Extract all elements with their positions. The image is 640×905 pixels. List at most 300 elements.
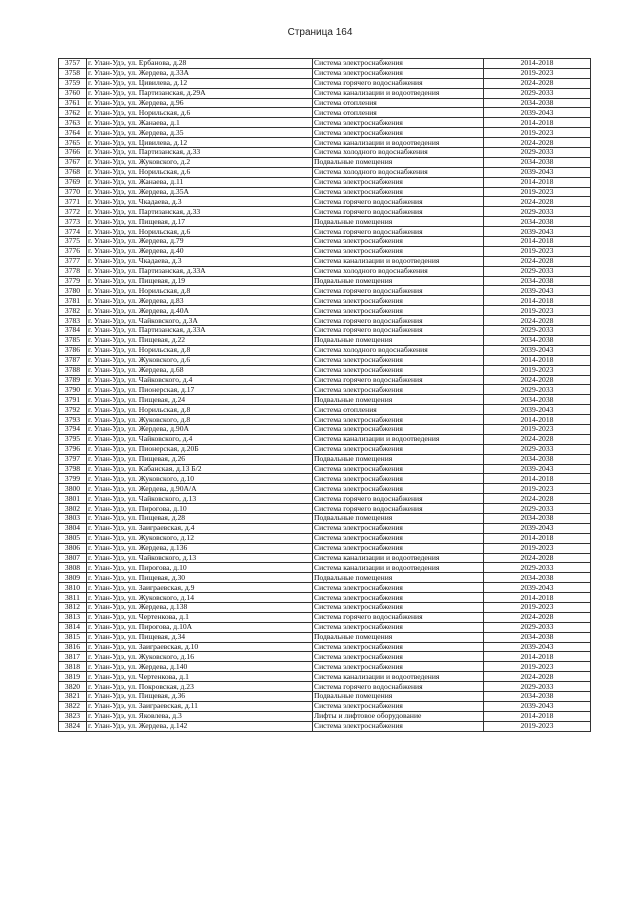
address-cell: г. Улан-Удэ, ул. Партизанская, д.33 xyxy=(87,148,313,158)
period-cell: 2029-2033 xyxy=(484,504,591,514)
row-number: 3819 xyxy=(59,672,87,682)
row-number: 3775 xyxy=(59,237,87,247)
period-cell: 2034-2038 xyxy=(484,454,591,464)
period-cell: 2039-2043 xyxy=(484,405,591,415)
row-number: 3797 xyxy=(59,454,87,464)
row-number: 3763 xyxy=(59,118,87,128)
period-cell: 2019-2023 xyxy=(484,306,591,316)
row-number: 3805 xyxy=(59,533,87,543)
address-cell: г. Улан-Удэ, ул. Жуковского, д.8 xyxy=(87,415,313,425)
system-cell: Подвальные помещения xyxy=(313,157,484,167)
table-row xyxy=(59,662,591,672)
address-cell: г. Улан-Удэ, ул. Жердева, д.79 xyxy=(87,237,313,247)
period-cell: 2019-2023 xyxy=(484,721,591,731)
system-cell: Система холодного водоснабжения xyxy=(313,266,484,276)
table-row xyxy=(59,563,591,573)
system-cell: Система электроснабжения xyxy=(313,533,484,543)
address-cell: г. Улан-Удэ, ул. Пирогова, д.10 xyxy=(87,563,313,573)
address-cell: г. Улан-Удэ, ул. Норильская, д.8 xyxy=(87,345,313,355)
system-cell: Система электроснабжения xyxy=(313,593,484,603)
table-row xyxy=(59,474,591,484)
address-cell: г. Улан-Удэ, ул. Чайковского, д.3А xyxy=(87,316,313,326)
row-number: 3814 xyxy=(59,622,87,632)
address-cell: г. Улан-Удэ, ул. Пищевая, д.17 xyxy=(87,217,313,227)
period-cell: 2034-2038 xyxy=(484,395,591,405)
address-cell: г. Улан-Удэ, ул. Заиграевская, д.11 xyxy=(87,701,313,711)
system-cell: Система электроснабжения xyxy=(313,177,484,187)
system-cell: Система горячего водоснабжения xyxy=(313,197,484,207)
address-cell: г. Улан-Удэ, ул. Партизанская, д.33 xyxy=(87,207,313,217)
address-cell: г. Улан-Удэ, ул. Пищевая, д.36 xyxy=(87,692,313,702)
table-row xyxy=(59,711,591,721)
address-cell: г. Улан-Удэ, ул. Жуковского, д.12 xyxy=(87,533,313,543)
period-cell: 2034-2038 xyxy=(484,513,591,523)
row-number: 3782 xyxy=(59,306,87,316)
table-row xyxy=(59,583,591,593)
system-cell: Система электроснабжения xyxy=(313,415,484,425)
table-row xyxy=(59,424,591,434)
period-cell: 2029-2033 xyxy=(484,207,591,217)
table-row xyxy=(59,513,591,523)
row-number: 3824 xyxy=(59,721,87,731)
row-number: 3807 xyxy=(59,553,87,563)
system-cell: Подвальные помещения xyxy=(313,217,484,227)
row-number: 3772 xyxy=(59,207,87,217)
address-cell: г. Улан-Удэ, ул. Пионерская, д.20Б xyxy=(87,444,313,454)
system-cell: Система холодного водоснабжения xyxy=(313,148,484,158)
row-number: 3758 xyxy=(59,68,87,78)
table-row xyxy=(59,494,591,504)
system-cell: Система отопления xyxy=(313,405,484,415)
system-cell: Система электроснабжения xyxy=(313,484,484,494)
address-cell: г. Улан-Удэ, ул. Заиграевская, д.4 xyxy=(87,523,313,533)
table-row xyxy=(59,256,591,266)
system-cell: Система канализации и водоотведения xyxy=(313,256,484,266)
period-cell: 2019-2023 xyxy=(484,543,591,553)
period-cell: 2029-2033 xyxy=(484,444,591,454)
row-number: 3757 xyxy=(59,59,87,69)
address-cell: г. Улан-Удэ, ул. Жердева, д.142 xyxy=(87,721,313,731)
row-number: 3811 xyxy=(59,593,87,603)
period-cell: 2039-2043 xyxy=(484,583,591,593)
system-cell: Система холодного водоснабжения xyxy=(313,345,484,355)
address-cell: г. Улан-Удэ, ул. Жанаева, д.11 xyxy=(87,177,313,187)
row-number: 3817 xyxy=(59,652,87,662)
period-cell: 2019-2023 xyxy=(484,484,591,494)
period-cell: 2014-2018 xyxy=(484,533,591,543)
period-cell: 2029-2033 xyxy=(484,385,591,395)
address-cell: г. Улан-Удэ, ул. Жердева, д.35 xyxy=(87,128,313,138)
system-cell: Подвальные помещения xyxy=(313,573,484,583)
row-number: 3813 xyxy=(59,612,87,622)
period-cell: 2014-2018 xyxy=(484,652,591,662)
address-cell: г. Улан-Удэ, ул. Чайковского, д.4 xyxy=(87,375,313,385)
period-cell: 2019-2023 xyxy=(484,187,591,197)
period-cell: 2039-2043 xyxy=(484,286,591,296)
address-cell: г. Улан-Удэ, ул. Пищевая, д.28 xyxy=(87,513,313,523)
row-number: 3815 xyxy=(59,632,87,642)
period-cell: 2034-2038 xyxy=(484,632,591,642)
address-cell: г. Улан-Удэ, ул. Цивилева, д.12 xyxy=(87,138,313,148)
period-cell: 2024-2028 xyxy=(484,78,591,88)
period-cell: 2014-2018 xyxy=(484,177,591,187)
system-cell: Система электроснабжения xyxy=(313,474,484,484)
period-cell: 2019-2023 xyxy=(484,662,591,672)
row-number: 3803 xyxy=(59,513,87,523)
period-cell: 2029-2033 xyxy=(484,266,591,276)
period-cell: 2024-2028 xyxy=(484,612,591,622)
row-number: 3796 xyxy=(59,444,87,454)
address-cell: г. Улан-Удэ, ул. Жердева, д.90А/А xyxy=(87,484,313,494)
table-row xyxy=(59,355,591,365)
table-row xyxy=(59,484,591,494)
system-cell: Система электроснабжения xyxy=(313,118,484,128)
table-row xyxy=(59,316,591,326)
address-cell: г. Улан-Удэ, ул. Жердева, д.40 xyxy=(87,246,313,256)
period-cell: 2019-2023 xyxy=(484,602,591,612)
system-cell: Система электроснабжения xyxy=(313,662,484,672)
table-row xyxy=(59,68,591,78)
system-cell: Подвальные помещения xyxy=(313,276,484,286)
system-cell: Система горячего водоснабжения xyxy=(313,78,484,88)
row-number: 3759 xyxy=(59,78,87,88)
row-number: 3786 xyxy=(59,345,87,355)
system-cell: Система электроснабжения xyxy=(313,355,484,365)
address-cell: г. Улан-Удэ, ул. Жердева, д.68 xyxy=(87,365,313,375)
row-number: 3762 xyxy=(59,108,87,118)
system-cell: Система электроснабжения xyxy=(313,701,484,711)
row-number: 3784 xyxy=(59,326,87,336)
system-cell: Система горячего водоснабжения xyxy=(313,612,484,622)
table-row xyxy=(59,197,591,207)
table-row xyxy=(59,553,591,563)
period-cell: 2034-2038 xyxy=(484,692,591,702)
row-number: 3764 xyxy=(59,128,87,138)
row-number: 3765 xyxy=(59,138,87,148)
period-cell: 2019-2023 xyxy=(484,128,591,138)
row-number: 3804 xyxy=(59,523,87,533)
system-cell: Система канализации и водоотведения xyxy=(313,672,484,682)
table-row xyxy=(59,593,591,603)
address-cell: г. Улан-Удэ, ул. Жуковского, д.10 xyxy=(87,474,313,484)
system-cell: Система электроснабжения xyxy=(313,59,484,69)
period-cell: 2019-2023 xyxy=(484,68,591,78)
address-cell: г. Улан-Удэ, ул. Чкадаева, д.3 xyxy=(87,256,313,266)
system-cell: Система электроснабжения xyxy=(313,365,484,375)
table-row xyxy=(59,632,591,642)
address-cell: г. Улан-Удэ, ул. Жуковского, д.6 xyxy=(87,355,313,365)
row-number: 3761 xyxy=(59,98,87,108)
system-cell: Подвальные помещения xyxy=(313,395,484,405)
system-cell: Система электроснабжения xyxy=(313,296,484,306)
system-cell: Система канализации и водоотведения xyxy=(313,563,484,573)
table-row xyxy=(59,543,591,553)
row-number: 3791 xyxy=(59,395,87,405)
table-row xyxy=(59,405,591,415)
row-number: 3771 xyxy=(59,197,87,207)
address-cell: г. Улан-Удэ, ул. Заиграевская, д.10 xyxy=(87,642,313,652)
table-row xyxy=(59,177,591,187)
period-cell: 2024-2028 xyxy=(484,672,591,682)
row-number: 3779 xyxy=(59,276,87,286)
address-cell: г. Улан-Удэ, ул. Чайковского, д.4 xyxy=(87,434,313,444)
address-cell: г. Улан-Удэ, ул. Яковлева, д.3 xyxy=(87,711,313,721)
period-cell: 2029-2033 xyxy=(484,88,591,98)
system-cell: Система канализации и водоотведения xyxy=(313,88,484,98)
table-row xyxy=(59,286,591,296)
system-cell: Система горячего водоснабжения xyxy=(313,286,484,296)
table-row xyxy=(59,721,591,731)
table-row xyxy=(59,296,591,306)
address-cell: г. Улан-Удэ, ул. Жердева, д.35А xyxy=(87,187,313,197)
period-cell: 2034-2038 xyxy=(484,335,591,345)
period-cell: 2024-2028 xyxy=(484,375,591,385)
address-cell: г. Улан-Удэ, ул. Жанаева, д.1 xyxy=(87,118,313,128)
system-cell: Система горячего водоснабжения xyxy=(313,494,484,504)
address-cell: г. Улан-Удэ, ул. Ербанова, д.28 xyxy=(87,59,313,69)
system-cell: Система отопления xyxy=(313,108,484,118)
system-cell: Система электроснабжения xyxy=(313,652,484,662)
system-cell: Система отопления xyxy=(313,98,484,108)
period-cell: 2014-2018 xyxy=(484,593,591,603)
period-cell: 2039-2043 xyxy=(484,227,591,237)
period-cell: 2024-2028 xyxy=(484,494,591,504)
address-cell: г. Улан-Удэ, ул. Цивилева, д.12 xyxy=(87,78,313,88)
period-cell: 2019-2023 xyxy=(484,246,591,256)
row-number: 3773 xyxy=(59,217,87,227)
table-row xyxy=(59,88,591,98)
table-row xyxy=(59,98,591,108)
system-cell: Подвальные помещения xyxy=(313,692,484,702)
row-number: 3767 xyxy=(59,157,87,167)
row-number: 3776 xyxy=(59,246,87,256)
address-cell: г. Улан-Удэ, ул. Норильская, д.6 xyxy=(87,167,313,177)
row-number: 3800 xyxy=(59,484,87,494)
period-cell: 2029-2033 xyxy=(484,563,591,573)
period-cell: 2034-2038 xyxy=(484,157,591,167)
address-cell: г. Улан-Удэ, ул. Пионерская, д.17 xyxy=(87,385,313,395)
table-row xyxy=(59,118,591,128)
row-number: 3789 xyxy=(59,375,87,385)
table-row xyxy=(59,652,591,662)
register-table xyxy=(58,58,591,732)
address-cell: г. Улан-Удэ, ул. Чертенкова, д.1 xyxy=(87,672,313,682)
address-cell: г. Улан-Удэ, ул. Пищевая, д.22 xyxy=(87,335,313,345)
table-row xyxy=(59,78,591,88)
period-cell: 2024-2028 xyxy=(484,434,591,444)
row-number: 3760 xyxy=(59,88,87,98)
period-cell: 2029-2033 xyxy=(484,622,591,632)
table-row xyxy=(59,434,591,444)
period-cell: 2039-2043 xyxy=(484,108,591,118)
period-cell: 2014-2018 xyxy=(484,59,591,69)
row-number: 3792 xyxy=(59,405,87,415)
row-number: 3798 xyxy=(59,464,87,474)
table-row xyxy=(59,59,591,69)
system-cell: Система электроснабжения xyxy=(313,128,484,138)
address-cell: г. Улан-Удэ, ул. Норильская, д.8 xyxy=(87,286,313,296)
table-row xyxy=(59,108,591,118)
system-cell: Система электроснабжения xyxy=(313,187,484,197)
table-row xyxy=(59,227,591,237)
table-row xyxy=(59,622,591,632)
row-number: 3821 xyxy=(59,692,87,702)
system-cell: Система электроснабжения xyxy=(313,622,484,632)
table-row xyxy=(59,533,591,543)
table-row xyxy=(59,523,591,533)
table-row xyxy=(59,167,591,177)
system-cell: Система канализации и водоотведения xyxy=(313,138,484,148)
address-cell: г. Улан-Удэ, ул. Чайковского, д.13 xyxy=(87,494,313,504)
period-cell: 2024-2028 xyxy=(484,553,591,563)
system-cell: Система электроснабжения xyxy=(313,543,484,553)
system-cell: Подвальные помещения xyxy=(313,513,484,523)
row-number: 3802 xyxy=(59,504,87,514)
address-cell: г. Улан-Удэ, ул. Норильская, д.6 xyxy=(87,108,313,118)
system-cell: Лифты и лифтовое оборудование xyxy=(313,711,484,721)
system-cell: Система канализации и водоотведения xyxy=(313,434,484,444)
address-cell: г. Улан-Удэ, ул. Пищевая, д.19 xyxy=(87,276,313,286)
period-cell: 2039-2043 xyxy=(484,167,591,177)
system-cell: Система электроснабжения xyxy=(313,523,484,533)
table-row xyxy=(59,187,591,197)
address-cell: г. Улан-Удэ, ул. Пищевая, д.24 xyxy=(87,395,313,405)
table-row xyxy=(59,276,591,286)
system-cell: Система электроснабжения xyxy=(313,424,484,434)
period-cell: 2014-2018 xyxy=(484,118,591,128)
system-cell: Система горячего водоснабжения xyxy=(313,504,484,514)
page-title: Страница 164 xyxy=(287,27,353,38)
row-number: 3806 xyxy=(59,543,87,553)
system-cell: Система электроснабжения xyxy=(313,306,484,316)
table-row xyxy=(59,464,591,474)
row-number: 3790 xyxy=(59,385,87,395)
address-cell: г. Улан-Удэ, ул. Жуковского, д.2 xyxy=(87,157,313,167)
row-number: 3822 xyxy=(59,701,87,711)
period-cell: 2039-2043 xyxy=(484,345,591,355)
system-cell: Система электроснабжения xyxy=(313,602,484,612)
address-cell: г. Улан-Удэ, ул. Чкадаева, д.3 xyxy=(87,197,313,207)
row-number: 3810 xyxy=(59,583,87,593)
address-cell: г. Улан-Удэ, ул. Пищевая, д.34 xyxy=(87,632,313,642)
row-number: 3781 xyxy=(59,296,87,306)
address-cell: г. Улан-Удэ, ул. Жуковского, д.14 xyxy=(87,593,313,603)
table-row xyxy=(59,138,591,148)
address-cell: г. Улан-Удэ, ул. Пищевая, д.26 xyxy=(87,454,313,464)
address-cell: г. Улан-Удэ, ул. Норильская, д.8 xyxy=(87,405,313,415)
system-cell: Система электроснабжения xyxy=(313,444,484,454)
period-cell: 2024-2028 xyxy=(484,138,591,148)
period-cell: 2034-2038 xyxy=(484,98,591,108)
system-cell: Система канализации и водоотведения xyxy=(313,553,484,563)
address-cell: г. Улан-Удэ, ул. Жердева, д.83 xyxy=(87,296,313,306)
row-number: 3778 xyxy=(59,266,87,276)
system-cell: Система горячего водоснабжения xyxy=(313,682,484,692)
row-number: 3795 xyxy=(59,434,87,444)
address-cell: г. Улан-Удэ, ул. Партизанская, д.33А xyxy=(87,326,313,336)
row-number: 3766 xyxy=(59,148,87,158)
table-row xyxy=(59,365,591,375)
row-number: 3816 xyxy=(59,642,87,652)
system-cell: Система горячего водоснабжения xyxy=(313,316,484,326)
period-cell: 2024-2028 xyxy=(484,197,591,207)
register-table-body xyxy=(59,59,591,732)
row-number: 3787 xyxy=(59,355,87,365)
period-cell: 2019-2023 xyxy=(484,365,591,375)
period-cell: 2014-2018 xyxy=(484,296,591,306)
row-number: 3818 xyxy=(59,662,87,672)
table-row xyxy=(59,642,591,652)
row-number: 3788 xyxy=(59,365,87,375)
table-row xyxy=(59,415,591,425)
address-cell: г. Улан-Удэ, ул. Жуковского, д.16 xyxy=(87,652,313,662)
row-number: 3801 xyxy=(59,494,87,504)
period-cell: 2039-2043 xyxy=(484,523,591,533)
system-cell: Система горячего водоснабжения xyxy=(313,326,484,336)
period-cell: 2034-2038 xyxy=(484,217,591,227)
system-cell: Система электроснабжения xyxy=(313,385,484,395)
system-cell: Система электроснабжения xyxy=(313,464,484,474)
system-cell: Система электроснабжения xyxy=(313,68,484,78)
address-cell: г. Улан-Удэ, ул. Покровская, д.23 xyxy=(87,682,313,692)
system-cell: Система электроснабжения xyxy=(313,583,484,593)
table-row xyxy=(59,128,591,138)
row-number: 3774 xyxy=(59,227,87,237)
table-row xyxy=(59,207,591,217)
row-number: 3799 xyxy=(59,474,87,484)
address-cell: г. Улан-Удэ, ул. Пищевая, д.30 xyxy=(87,573,313,583)
row-number: 3777 xyxy=(59,256,87,266)
period-cell: 2014-2018 xyxy=(484,474,591,484)
table-row xyxy=(59,375,591,385)
period-cell: 2014-2018 xyxy=(484,711,591,721)
period-cell: 2029-2033 xyxy=(484,682,591,692)
address-cell: г. Улан-Удэ, ул. Жердева, д.138 xyxy=(87,602,313,612)
row-number: 3794 xyxy=(59,424,87,434)
row-number: 3820 xyxy=(59,682,87,692)
address-cell: г. Улан-Удэ, ул. Пирогова, д.10 xyxy=(87,504,313,514)
address-cell: г. Улан-Удэ, ул. Жердева, д.96 xyxy=(87,98,313,108)
address-cell: г. Улан-Удэ, ул. Партизанская, д.29А xyxy=(87,88,313,98)
address-cell: г. Улан-Удэ, ул. Норильская, д.6 xyxy=(87,227,313,237)
table-row xyxy=(59,612,591,622)
table-row xyxy=(59,306,591,316)
table-row xyxy=(59,385,591,395)
system-cell: Система горячего водоснабжения xyxy=(313,207,484,217)
table-row xyxy=(59,148,591,158)
row-number: 3768 xyxy=(59,167,87,177)
table-row xyxy=(59,246,591,256)
system-cell: Подвальные помещения xyxy=(313,454,484,464)
system-cell: Система горячего водоснабжения xyxy=(313,227,484,237)
table-row xyxy=(59,345,591,355)
table-row xyxy=(59,454,591,464)
row-number: 3793 xyxy=(59,415,87,425)
table-row xyxy=(59,573,591,583)
address-cell: г. Улан-Удэ, ул. Жердева, д.40А xyxy=(87,306,313,316)
table-row xyxy=(59,672,591,682)
system-cell: Подвальные помещения xyxy=(313,632,484,642)
period-cell: 2014-2018 xyxy=(484,415,591,425)
system-cell: Подвальные помещения xyxy=(313,335,484,345)
address-cell: г. Улан-Удэ, ул. Жердева, д.90А xyxy=(87,424,313,434)
row-number: 3770 xyxy=(59,187,87,197)
table-row xyxy=(59,701,591,711)
period-cell: 2034-2038 xyxy=(484,276,591,286)
period-cell: 2034-2038 xyxy=(484,573,591,583)
address-cell: г. Улан-Удэ, ул. Заиграевская, д.9 xyxy=(87,583,313,593)
row-number: 3769 xyxy=(59,177,87,187)
